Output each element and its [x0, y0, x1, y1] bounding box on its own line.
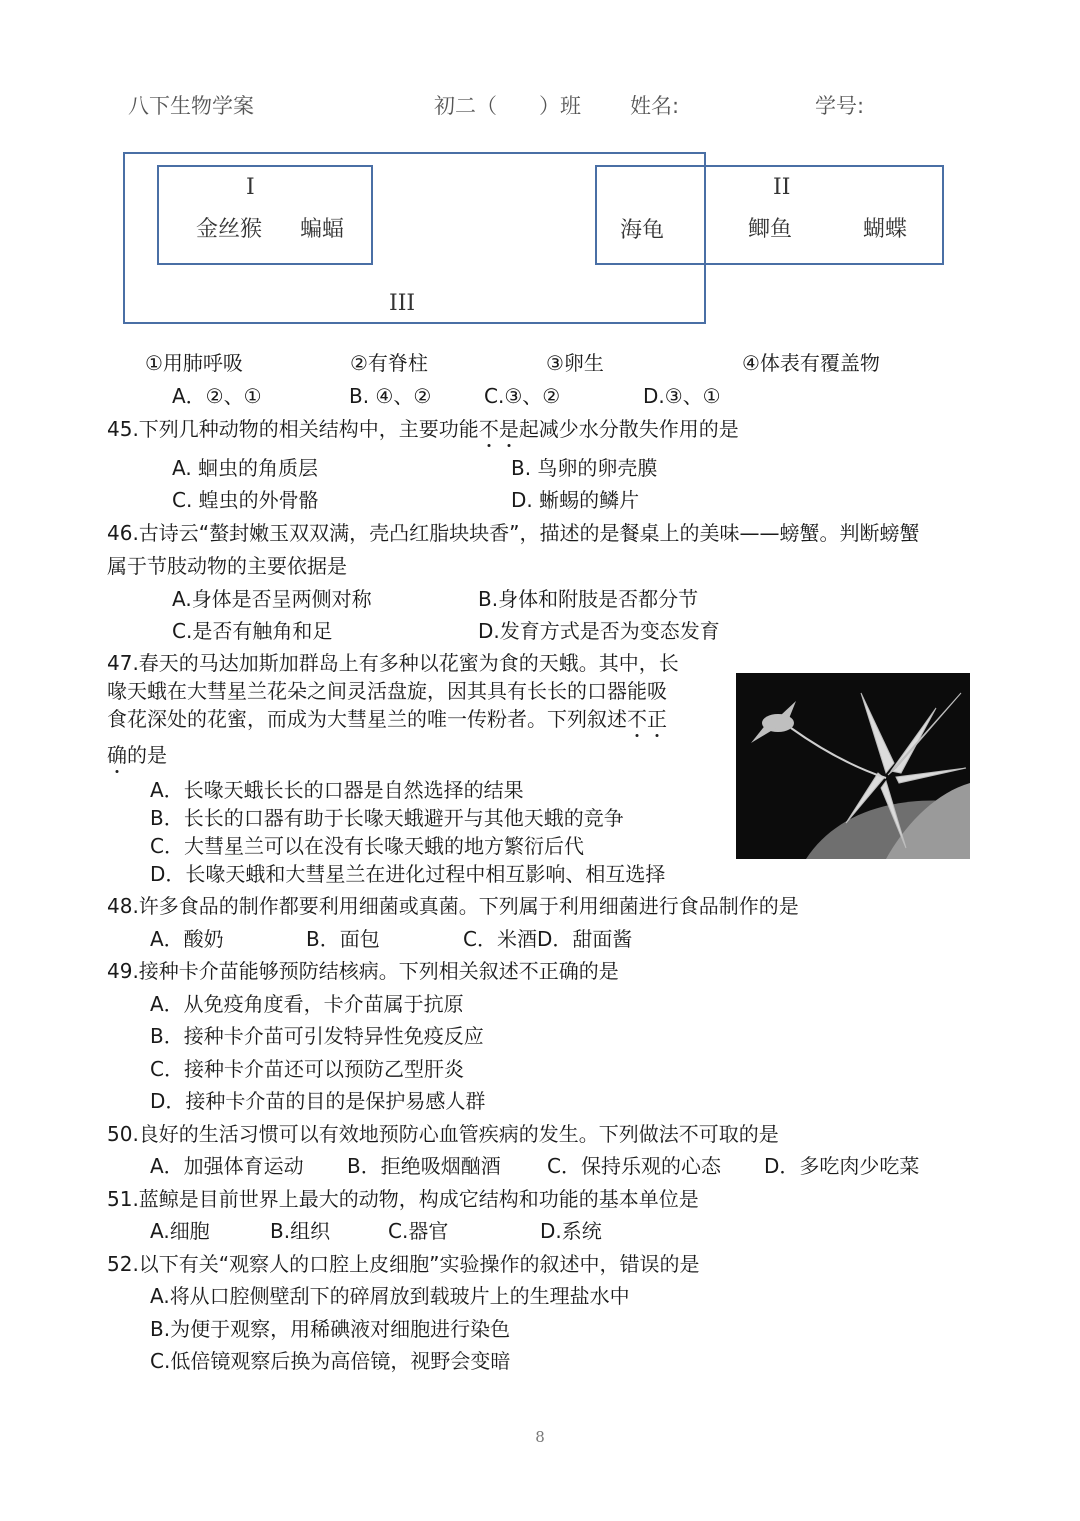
q50-stem: 50.良好的生活习惯可以有效地预防心血管疾病的发生。下列做法不可取的是 [107, 1122, 779, 1146]
q47-option-a: A．长喙天蛾长长的口器是自然选择的结果 [150, 778, 524, 802]
q47-stem-line2: 喙天蛾在大彗星兰花朵之间灵活盘旋，因其具有长长的口器能吸 [107, 679, 667, 703]
header-number: 学号: [815, 94, 865, 118]
header-name: 姓名: [630, 94, 680, 118]
q47-stem-line1: 47.春天的马达加斯加群岛上有多种以花蜜为食的天蛾。其中，长 [107, 651, 679, 675]
box-i-label: I [246, 175, 255, 200]
q51-option-a: A.细胞 [150, 1219, 210, 1243]
q44-option-d: D.③、① [643, 384, 721, 408]
q48-option-cd: C．米酒D．甜面酱 [463, 927, 633, 951]
q51-option-d: D.系统 [540, 1219, 602, 1243]
q52-stem: 52.以下有关“观察人的口腔上皮细胞”实验操作的叙述中，错误的是 [107, 1252, 700, 1276]
feature-3: ③卵生 [546, 351, 604, 375]
q51-stem: 51.蓝鲸是目前世界上最大的动物，构成它结构和功能的基本单位是 [107, 1187, 699, 1211]
feature-4: ④体表有覆盖物 [742, 351, 880, 375]
q44-option-a: A．②、① [172, 384, 262, 408]
q52-option-b: B.为便于观察，用稀碘液对细胞进行染色 [150, 1317, 511, 1341]
q45-option-b: B. 鸟卵的卵壳膜 [511, 456, 658, 480]
header-course: 八下生物学案 [128, 94, 254, 118]
q49-stem: 49.接种卡介苗能够预防结核病。下列相关叙述不正确的是 [107, 959, 619, 983]
q46-option-a: A.身体是否呈两侧对称 [172, 587, 372, 611]
q44-option-c: C.③、② [484, 384, 561, 408]
q52-option-c: C.低倍镜观察后换为高倍镜，视野会变暗 [150, 1349, 511, 1373]
box-ii-label: II [773, 175, 791, 200]
q51-option-b: B.组织 [270, 1219, 331, 1243]
q47-option-b: B．长长的口器有助于长喙天蛾避开与其他天蛾的竞争 [150, 806, 624, 830]
q46-option-b: B.身体和附肢是否都分节 [478, 587, 699, 611]
moth-orchid-photo [736, 673, 970, 859]
q48-option-b: B．面包 [306, 927, 380, 951]
feature-1: ①用肺呼吸 [145, 351, 243, 375]
q45-option-a: A. 蛔虫的角质层 [172, 456, 319, 480]
q49-option-d: D．接种卡介苗的目的是保护易感人群 [150, 1089, 486, 1113]
q49-option-a: A．从免疫角度看，卡介苗属于抗原 [150, 992, 464, 1016]
q50-option-b: B．拒绝吸烟酗酒 [347, 1154, 501, 1178]
animal-butterfly: 蝴蝶 [863, 217, 908, 242]
q47-stem-line4: 确的是 [107, 743, 167, 767]
q46-stem-line2: 属于节肢动物的主要依据是 [107, 554, 347, 578]
header-class: 初二（ ）班 [434, 94, 581, 118]
animal-sea-turtle: 海龟 [620, 218, 665, 243]
q50-option-c: C．保持乐观的心态 [547, 1154, 721, 1178]
q45-option-c: C. 蝗虫的外骨骼 [172, 488, 319, 512]
moth-orchid-illustration [736, 673, 970, 859]
q47-option-d: D．长喙天蛾和大彗星兰在进化过程中相互影响、相互选择 [150, 862, 666, 886]
page-number: 8 [535, 1428, 545, 1446]
q49-option-c: C．接种卡介苗还可以预防乙型肝炎 [150, 1057, 464, 1081]
animal-bat: 蝙蝠 [300, 217, 345, 242]
q45-option-d: D. 蜥蜴的鳞片 [511, 488, 640, 512]
q51-option-c: C.器官 [388, 1219, 449, 1243]
q47-option-c: C．大彗星兰可以在没有长喙天蛾的地方繁衍后代 [150, 834, 584, 858]
feature-2: ②有脊柱 [350, 351, 428, 375]
q52-option-a: A.将从口腔侧壁刮下的碎屑放到载玻片上的生理盐水中 [150, 1284, 630, 1308]
box-iii-label: III [389, 291, 416, 316]
q44-option-b: B. ④、② [349, 384, 432, 408]
animal-crucian-carp: 鲫鱼 [748, 217, 793, 242]
q50-option-a: A．加强体育运动 [150, 1154, 304, 1178]
q46-option-c: C.是否有触角和足 [172, 619, 333, 643]
q48-stem: 48.许多食品的制作都要利用细菌或真菌。下列属于利用细菌进行食品制作的是 [107, 894, 799, 918]
q46-option-d: D.发育方式是否为变态发育 [478, 619, 720, 643]
q46-stem-line1: 46.古诗云“螯封嫩玉双双满，壳凸红脂块块香”，描述的是餐桌上的美味——螃蟹。判断螃蟹 [107, 521, 920, 545]
q48-option-a: A．酸奶 [150, 927, 224, 951]
q45-stem: 45.下列几种动物的相关结构中，主要功能不是起减少水分散失作用的是 [107, 417, 739, 441]
q50-option-d: D．多吃肉少吃菜 [764, 1154, 920, 1178]
q47-stem-line3: 食花深处的花蜜，而成为大彗星兰的唯一传粉者。下列叙述不正 [107, 707, 667, 731]
q49-option-b: B．接种卡介苗可引发特异性免疫反应 [150, 1024, 484, 1048]
animal-golden-monkey: 金丝猴 [196, 217, 263, 242]
